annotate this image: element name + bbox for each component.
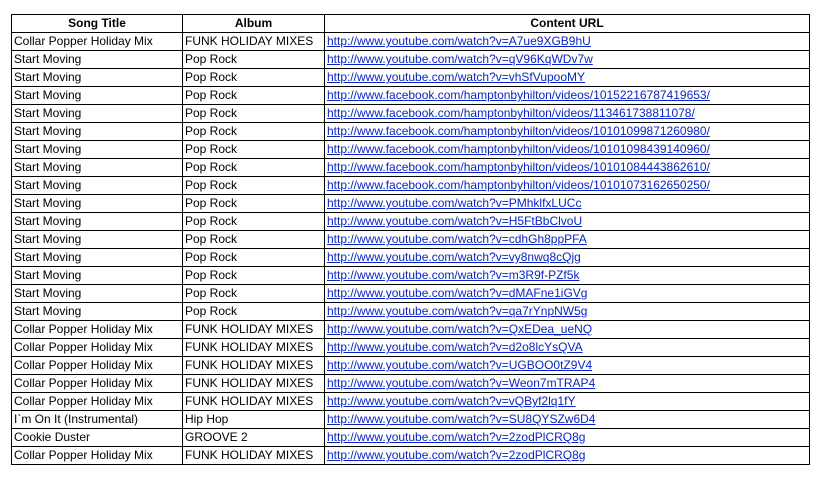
album-cell: Pop Rock [183,213,325,231]
content-url-cell [325,411,810,429]
song-title-cell: Start Moving [12,231,183,249]
table-row [12,375,810,393]
album-cell: Pop Rock [183,267,325,285]
content-url-cell [325,375,810,393]
album-cell: Pop Rock [183,195,325,213]
content-url-link[interactable]: http://www.youtube.com/watch?v=SU8QYSZw6D4 [327,412,596,426]
song-title-cell: Start Moving [12,303,183,321]
table-body [12,33,810,465]
table-row [12,339,810,357]
content-url-link[interactable]: http://www.youtube.com/watch?v=vQByf2lq1fY [327,394,576,408]
table-row [12,303,810,321]
content-url-link[interactable]: http://www.youtube.com/watch?v=PMhklfxLUCc [327,196,582,210]
song-title-cell: Start Moving [12,87,183,105]
content-url-cell [325,69,810,87]
table-row [12,141,810,159]
song-title-cell: I`m On It (Instrumental) [12,411,183,429]
song-title-cell: Start Moving [12,51,183,69]
album-cell: FUNK HOLIDAY MIXES [183,321,325,339]
content-url-link[interactable]: http://www.facebook.com/hamptonbyhilton/videos/10101084443862610/ [327,160,710,174]
album-cell: FUNK HOLIDAY MIXES [183,33,325,51]
song-title-cell: Start Moving [12,195,183,213]
content-url-cell [325,105,810,123]
album-cell: Pop Rock [183,249,325,267]
header-song-title: Song Title [12,15,183,33]
song-title-cell: Start Moving [12,249,183,267]
table-row [12,51,810,69]
album-cell: FUNK HOLIDAY MIXES [183,339,325,357]
table-row [12,177,810,195]
content-url-cell [325,447,810,465]
song-title-cell: Start Moving [12,69,183,87]
header-row [12,15,810,33]
content-url-cell [325,141,810,159]
album-cell: FUNK HOLIDAY MIXES [183,357,325,375]
content-url-cell [325,267,810,285]
content-url-link[interactable]: http://www.youtube.com/watch?v=2zodPlCRQ8g [327,430,586,444]
song-title-cell: Collar Popper Holiday Mix [12,393,183,411]
song-title-cell: Start Moving [12,177,183,195]
album-cell: Pop Rock [183,87,325,105]
table-row [12,447,810,465]
content-url-link[interactable]: http://www.facebook.com/hamptonbyhilton/videos/10101073162650250/ [327,178,710,192]
album-cell: Pop Rock [183,105,325,123]
content-url-link[interactable]: http://www.youtube.com/watch?v=vy8nwq8cQjg [327,250,581,264]
header-content-url: Content URL [325,15,810,33]
song-title-cell: Collar Popper Holiday Mix [12,321,183,339]
content-url-cell [325,33,810,51]
content-url-link[interactable]: http://www.youtube.com/watch?v=A7ue9XGB9hU [327,34,591,48]
content-url-cell [325,177,810,195]
album-cell: Pop Rock [183,303,325,321]
table-row [12,231,810,249]
content-url-link[interactable]: http://www.facebook.com/hamptonbyhilton/videos/10101098439140960/ [327,142,710,156]
album-cell: GROOVE 2 [183,429,325,447]
table-row [12,429,810,447]
song-title-cell: Collar Popper Holiday Mix [12,357,183,375]
content-url-cell [325,321,810,339]
album-cell: Pop Rock [183,231,325,249]
table-row [12,249,810,267]
song-title-cell: Start Moving [12,159,183,177]
album-cell: Hip Hop [183,411,325,429]
album-cell: Pop Rock [183,51,325,69]
song-title-cell: Start Moving [12,141,183,159]
content-url-table [11,14,810,465]
table-row [12,123,810,141]
content-url-link[interactable]: http://www.facebook.com/hamptonbyhilton/videos/113461738811078/ [327,106,695,120]
song-title-cell: Collar Popper Holiday Mix [12,339,183,357]
table-row [12,159,810,177]
album-cell: Pop Rock [183,285,325,303]
song-title-cell: Start Moving [12,267,183,285]
album-cell: FUNK HOLIDAY MIXES [183,447,325,465]
content-url-link[interactable]: http://www.youtube.com/watch?v=m3R9f-PZf5k [327,268,580,282]
content-url-cell [325,429,810,447]
song-title-cell: Start Moving [12,123,183,141]
song-title-cell: Collar Popper Holiday Mix [12,447,183,465]
table-row [12,33,810,51]
content-url-link[interactable]: http://www.youtube.com/watch?v=qa7rYnpNW5g [327,304,588,318]
song-title-cell: Start Moving [12,285,183,303]
content-url-cell [325,87,810,105]
album-cell: Pop Rock [183,159,325,177]
song-title-cell: Collar Popper Holiday Mix [12,375,183,393]
table-row [12,105,810,123]
content-url-cell [325,249,810,267]
content-url-link[interactable]: http://www.youtube.com/watch?v=d2o8lcYsQVA [327,340,583,354]
content-url-link[interactable]: http://www.facebook.com/hamptonbyhilton/videos/10152216787419653/ [327,88,710,102]
content-url-cell [325,357,810,375]
content-url-cell [325,393,810,411]
table-row [12,357,810,375]
header-album: Album [183,15,325,33]
content-url-link[interactable]: http://www.youtube.com/watch?v=2zodPlCRQ8g [327,448,586,462]
table-row [12,411,810,429]
table-row [12,213,810,231]
album-cell: Pop Rock [183,177,325,195]
song-title-cell: Collar Popper Holiday Mix [12,33,183,51]
content-url-link[interactable]: http://www.youtube.com/watch?v=dMAFne1iGVg [327,286,588,300]
table-header [12,15,810,33]
content-url-cell [325,51,810,69]
content-url-cell [325,231,810,249]
content-url-link[interactable]: http://www.facebook.com/hamptonbyhilton/videos/10101099871260980/ [327,124,710,138]
content-url-link[interactable]: http://www.youtube.com/watch?v=qV96KqWDv7w [327,52,593,66]
content-url-cell [325,195,810,213]
table-row [12,87,810,105]
table-row [12,195,810,213]
album-cell: Pop Rock [183,141,325,159]
content-url-link[interactable]: http://www.youtube.com/watch?v=QxEDea_ueNQ [327,322,593,336]
content-url-link[interactable]: http://www.youtube.com/watch?v=UGBOO0tZ9V4 [327,358,593,372]
table-row [12,69,810,87]
content-url-cell [325,339,810,357]
content-url-cell [325,123,810,141]
album-cell: Pop Rock [183,69,325,87]
song-title-cell: Cookie Duster [12,429,183,447]
content-url-link[interactable]: http://www.youtube.com/watch?v=H5FtBbClvoU [327,214,583,228]
album-cell: FUNK HOLIDAY MIXES [183,375,325,393]
table-row [12,285,810,303]
song-title-cell: Start Moving [12,213,183,231]
content-url-cell [325,285,810,303]
content-url-cell [325,303,810,321]
content-url-link[interactable]: http://www.youtube.com/watch?v=cdhGh8ppPFA [327,232,587,246]
content-url-link[interactable]: http://www.youtube.com/watch?v=Weon7mTRAP4 [327,376,596,390]
content-url-cell [325,159,810,177]
content-url-cell [325,213,810,231]
table-row [12,267,810,285]
table-row [12,393,810,411]
song-title-cell: Start Moving [12,105,183,123]
content-url-link[interactable]: http://www.youtube.com/watch?v=vhSfVupooMY [327,70,586,84]
album-cell: Pop Rock [183,123,325,141]
album-cell: FUNK HOLIDAY MIXES [183,393,325,411]
table-row [12,321,810,339]
